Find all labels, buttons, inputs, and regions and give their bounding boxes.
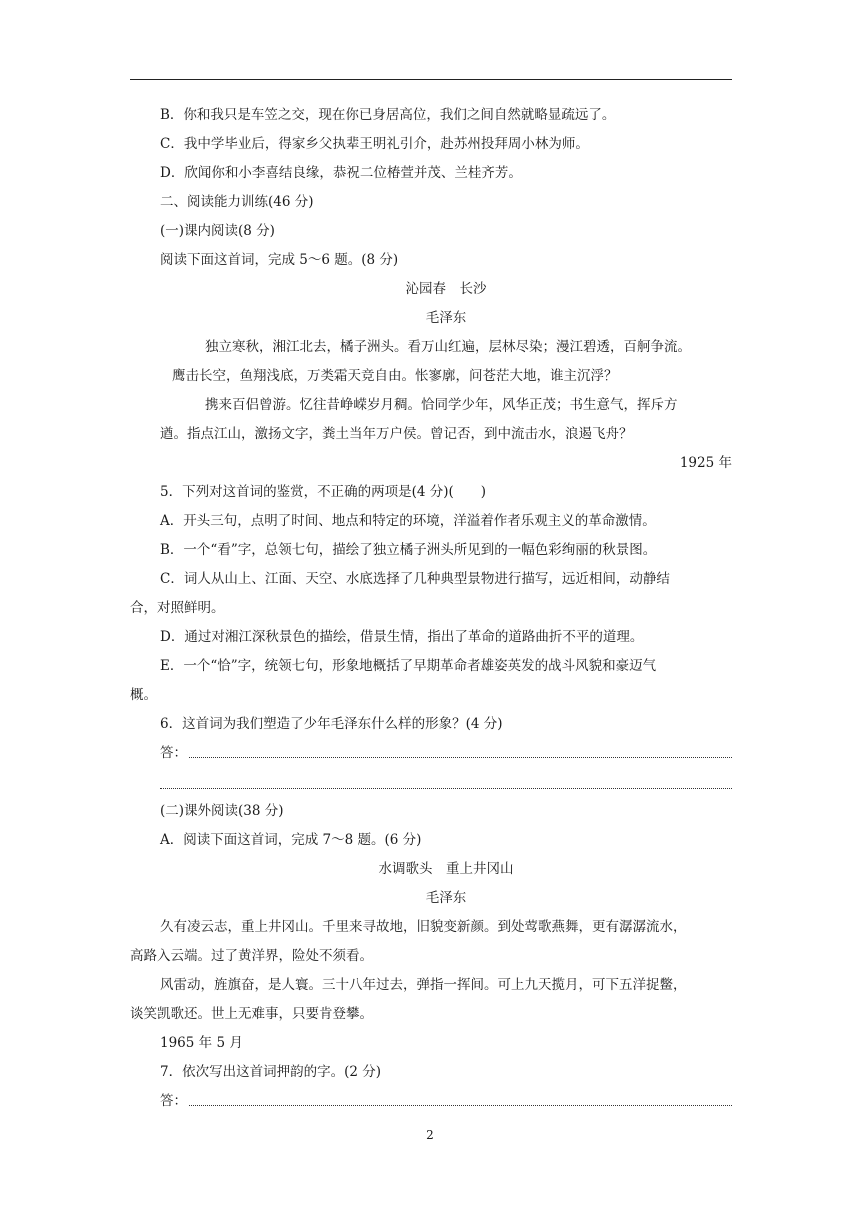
- q5-stem: 5．下列对这首词的鉴赏，不正确的两项是(4 分)( ): [160, 484, 487, 500]
- q5-option-c-tail: 合，对照鲜明。: [130, 600, 225, 616]
- option-c: C．我中学毕业后，得家乡父执辈王明礼引介，赴苏州投拜周小林为师。: [160, 136, 589, 152]
- page-number: 2: [426, 1128, 434, 1142]
- poem2-title: 水调歌头 重上井冈山: [378, 861, 514, 877]
- poem2-author: 毛泽东: [425, 890, 467, 906]
- poem2-para2-line2: 谈笑凯歌还。世上无难事，只要肯登攀。: [130, 1006, 373, 1022]
- q5-option-d: D．通过对湘江深秋景色的描绘，借景生情，指出了革命的道路曲折不平的道理。: [160, 629, 644, 645]
- poem2-para2-cont: [0, 1000, 732, 1029]
- part2-title: (二)课外阅读(38 分): [160, 803, 284, 819]
- part2-instruction: A．阅读下面这首词，完成 7～8 题。(6 分): [160, 832, 422, 848]
- q7-answer-line[interactable]: [189, 1105, 732, 1106]
- part1-instruction: 阅读下面这首词，完成 5～6 题。(8 分): [160, 252, 399, 268]
- poem1-line3a: 携来百侣曾游。忆往昔峥嵘岁月稠。恰同学少年，风华正茂；书生意气，挥斥方: [205, 397, 678, 413]
- option-d: D．欣闻你和小李喜结良缘，恭祝二位椿萱并茂、兰桂齐芳。: [160, 165, 522, 181]
- header-rule: [130, 79, 732, 80]
- poem1-line3b: 遒。指点江山，激扬文字，粪土当年万户侯。曾记否，到中流击水，浪遏飞舟？: [160, 426, 633, 442]
- q5-option-e: E．一个“恰”字，统领七句，形象地概括了早期革命者雄姿英发的战斗风貌和豪迈气: [160, 658, 657, 674]
- q6-answer-area[interactable]: [160, 739, 732, 768]
- q7-stem: 7．依次写出这首词押韵的字。(2 分): [160, 1064, 382, 1080]
- poem2-date: 1965 年 5 月: [160, 1035, 243, 1051]
- q6-stem: 6．这首词为我们塑造了少年毛泽东什么样的形象？(4 分): [160, 716, 503, 732]
- q6-answer-label: 答：: [160, 745, 187, 761]
- poem1-author: 毛泽东: [425, 310, 467, 326]
- poem2-para1-line2: 高路入云端。过了黄洋界，险处不须看。: [130, 948, 373, 964]
- poem2-para2-line1: 风雷动，旌旗奋，是人寰。三十八年过去，弹指一挥间。可上九天揽月，可下五洋捉鳖，: [160, 977, 687, 993]
- q6-answer-line-1[interactable]: [189, 757, 732, 758]
- q5-option-a: A．开头三句，点明了时间、地点和特定的环境，洋溢着作者乐观主义的革命激情。: [160, 513, 656, 529]
- q7-answer-label: 答：: [160, 1093, 187, 1109]
- poem2-para1-line1: 久有凌云志，重上井冈山。千里来寻故地，旧貌变新颜。到处莺歌燕舞，更有潺潺流水，: [160, 919, 687, 935]
- option-b: B．你和我只是车笠之交，现在你已身居高位，我们之间自然就略显疏远了。: [160, 107, 616, 123]
- q5-option-c: C．词人从山上、江面、天空、水底选择了几种典型景物进行描写，远近相间，动静结: [160, 571, 670, 587]
- q5-option-c-cont: [0, 594, 732, 623]
- q5-option-b: B．一个“看”字，总领七句，描绘了独立橘子洲头所见到的一幅色彩绚丽的秋景图。: [160, 542, 657, 558]
- page-content: [130, 101, 732, 1116]
- poem2-para1-cont: [0, 942, 732, 971]
- poem1-year: 1925 年: [679, 455, 732, 471]
- section-title: 二、阅读能力训练(46 分): [160, 194, 314, 210]
- poem1-line2: 鹰击长空，鱼翔浅底，万类霜天竞自由。怅寥廓，问苍茫大地，谁主沉浮？: [172, 368, 618, 384]
- q6-answer-line-2[interactable]: [160, 768, 732, 797]
- poem1-title: 沁园春 长沙: [405, 281, 487, 297]
- q5-option-e-tail: 概。: [130, 687, 157, 703]
- part1-title: (一)课内阅读(8 分): [160, 223, 275, 239]
- poem1-line1: 独立寒秋，湘江北去，橘子洲头。看万山红遍，层林尽染；漫江碧透，百舸争流。: [205, 339, 691, 355]
- q5-option-e-cont: [0, 681, 732, 710]
- q7-answer-area[interactable]: [160, 1087, 732, 1116]
